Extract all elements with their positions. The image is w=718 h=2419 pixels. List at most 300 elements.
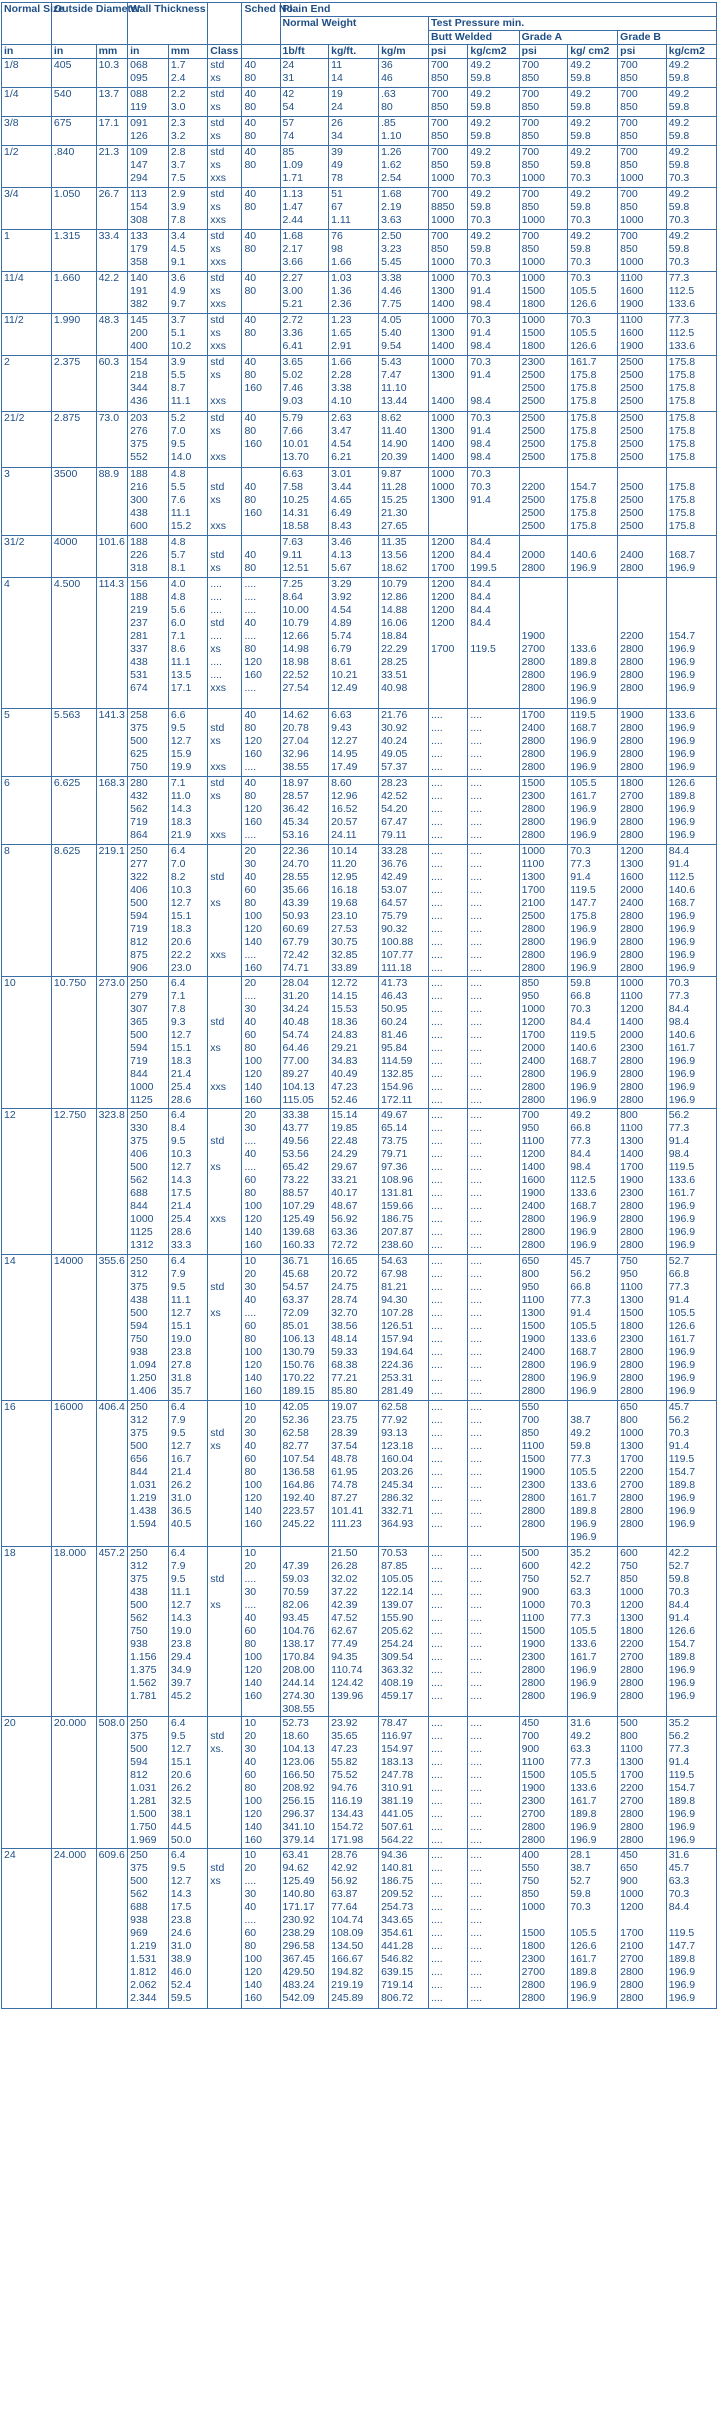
table-cell: 2500 2500 2500 2500 [519, 412, 568, 468]
table-cell: 1000 1300 1400 [428, 272, 467, 314]
table-cell: 114.3 [96, 578, 128, 709]
table-cell: .85 1.10 [379, 117, 429, 146]
table-cell: 56.2 77.3 91.4 98.4 119.5 133.6 161.7 196.9 196.9 196.9 196.9 [666, 1109, 716, 1255]
table-cell: 3/4 [2, 188, 52, 230]
header-nominal-size: Normal Size [2, 3, 52, 45]
table-cell: 49.2 59.8 [666, 59, 716, 88]
table-cell: 7.63 9.11 12.51 [280, 536, 329, 578]
table-cell: 48.3 [96, 314, 128, 356]
table-cell: 6.4 8.4 9.5 10.3 12.7 14.3 17.5 21.4 25.4 28.6 33.3 [168, 1109, 207, 1255]
table-cell: 700 850 1000 [519, 146, 568, 188]
table-cell: 16000 [51, 1401, 96, 1547]
table-cell: 12.750 [51, 1109, 96, 1255]
table-cell: 700 850 [618, 117, 667, 146]
table-cell: 31.6 45.7 63.3 70.3 84.4 119.5 147.7 189.8 196.9 196.9 196.9 [666, 1849, 716, 2009]
table-cell: 250 375 500 562 688 938 969 1.219 1.531 1.812 2.062 2.344 [128, 1849, 169, 2009]
table-cell: 700 850 1000 [519, 230, 568, 272]
table-cell: 11/4 [2, 272, 52, 314]
table-cell: 1.23 1.65 2.91 [329, 314, 379, 356]
header-row-1 [2, 3, 717, 17]
table-cell: 54.63 67.98 81.21 94.30 107.28 126.51 157.94 194.64 224.36 253.31 281.49 [379, 1255, 429, 1401]
table-cell: 40 80 120 160 .... [242, 777, 280, 845]
table-row [2, 117, 717, 146]
table-cell: .... .... .... .... .... .... .... .... .... .... [468, 977, 519, 1109]
table-cell: 19.07 23.75 28.39 37.54 48.78 61.95 74.78 87.27 101.41 111.23 [329, 1401, 379, 1547]
unit-cell: in [128, 45, 169, 59]
table-cell: 700 850 1000 [618, 230, 667, 272]
table-row [2, 1255, 717, 1401]
table-cell: .... .... .... .... .... .... .... .... .... .... .... .... [468, 1849, 519, 2009]
unit-cell [242, 45, 280, 59]
table-cell: 6.4 7.1 7.8 9.3 12.7 15.1 18.3 21.4 25.4 28.6 [168, 977, 207, 1109]
table-cell: 2.8 3.7 7.5 [168, 146, 207, 188]
table-cell: 42.05 52.36 62.58 82.77 107.54 136.58 164.86 192.40 223.57 245.22 [280, 1401, 329, 1547]
table-cell: 36 46 [379, 59, 429, 88]
table-cell: 70.3 105.5 126.6 [568, 314, 618, 356]
unit-cell: kg/m [379, 45, 429, 59]
table-cell: 5 [2, 709, 52, 777]
table-cell: 1.660 [51, 272, 96, 314]
table-cell: 70.3 91.4 98.4 [468, 356, 519, 412]
table-cell: .840 [51, 146, 96, 188]
table-cell: 40 80 160 [242, 412, 280, 468]
table-cell: 6.63 7.58 10.25 14.31 18.58 [280, 468, 329, 536]
table-cell: 650 800 1000 1300 1700 2200 2700 2800 2800 2800 [618, 1401, 667, 1547]
unit-cell: Class [208, 45, 242, 59]
table-cell: 42 54 [280, 88, 329, 117]
table-cell: 6.63 9.43 12.27 14.95 17.49 [329, 709, 379, 777]
table-cell: 450 650 900 1000 1200 1700 2100 2700 2800 2800 2800 [618, 1849, 667, 2009]
table-cell: 250 312 375 438 500 594 750 938 1.094 1.250 1.406 [128, 1255, 169, 1401]
table-cell: 17.1 [96, 117, 128, 146]
table-cell: 1/2 [2, 146, 52, 188]
table-cell: 140 191 382 [128, 272, 169, 314]
table-cell: 1.7 2.4 [168, 59, 207, 88]
table-cell: 40 80 [242, 230, 280, 272]
table-cell: 154.7 175.8 175.8 175.8 [568, 468, 618, 536]
table-cell: 23.92 35.65 47.23 55.82 75.52 94.76 116.19 134.43 154.72 171.98 [329, 1717, 379, 1849]
table-cell: 33.38 43.77 49.56 53.56 65.42 73.22 88.57 107.29 125.49 139.68 160.33 [280, 1109, 329, 1255]
table-cell: 2200 2800 2800 2800 2800 [618, 578, 667, 709]
table-cell: 2 [2, 356, 52, 412]
table-cell: 14 [2, 1255, 52, 1401]
table-cell: 6.4 9.5 12.7 15.1 20.6 26.2 32.5 38.1 44.5 50.0 [168, 1717, 207, 1849]
table-row [2, 314, 717, 356]
table-cell: 088 119 [128, 88, 169, 117]
unit-cell: kg/ cm2 [568, 45, 618, 59]
table-row [2, 709, 717, 777]
table-cell: .... .... .... .... .... [428, 777, 467, 845]
table-cell: 10 20 30 40 .... 60 80 100 120 140 160 [242, 1255, 280, 1401]
table-cell: 1000 1500 1800 [519, 272, 568, 314]
table-cell: 700 8850 1000 [428, 188, 467, 230]
table-row [2, 1109, 717, 1255]
table-cell: 40 80 120 160 .... [242, 709, 280, 777]
table-cell: 2000 2800 [519, 536, 568, 578]
table-cell: 1000 1300 1400 1400 [428, 412, 467, 468]
table-cell: 49.2 59.8 70.3 [666, 230, 716, 272]
table-cell: 406.4 [96, 1401, 128, 1547]
table-cell: 28.1 38.7 52.7 59.8 70.3 105.5 126.6 161.7 189.8 196.9 196.9 [568, 1849, 618, 2009]
table-cell: std xs [208, 1255, 242, 1401]
table-cell: 10 [2, 977, 52, 1109]
table-cell: 11/2 [2, 314, 52, 356]
table-row [2, 1717, 717, 1849]
table-cell: 51 67 1.11 [329, 188, 379, 230]
table-cell: 7.1 11.0 14.3 18.3 21.9 [168, 777, 207, 845]
table-cell: 700 850 [519, 117, 568, 146]
table-cell: 700 850 [519, 59, 568, 88]
table-cell: 5.2 7.0 9.5 14.0 [168, 412, 207, 468]
table-cell: 323.8 [96, 1109, 128, 1255]
table-cell: 6.4 7.9 9.5 11.1 12.7 14.3 19.0 23.8 29.4 34.9 39.7 45.2 [168, 1547, 207, 1717]
table-cell: .... .... .... .... .... .... .... .... .... .... [428, 1717, 467, 1849]
table-cell: .... .... .... .... .... .... .... .... .... .... .... [468, 1109, 519, 1255]
table-cell: 175.8 175.8 175.8 175.8 [666, 468, 716, 536]
table-cell: 49.2 59.8 70.3 [666, 146, 716, 188]
table-cell: 250 312 375 500 656 844 1.031 1.219 1.438 1.594 [128, 1401, 169, 1547]
table-cell: 609.6 [96, 1849, 128, 2009]
table-cell: .... .... .... .... .... .... .... .... .... .... [468, 1401, 519, 1547]
table-cell: 2.50 3.23 5.45 [379, 230, 429, 272]
table-cell: 20.000 [51, 1717, 96, 1849]
unit-cell: psi [519, 45, 568, 59]
table-cell: .... .... .... .... .... .... .... .... .... .... [428, 977, 467, 1109]
table-cell: 19 24 [329, 88, 379, 117]
table-cell: 2.72 3.36 6.41 [280, 314, 329, 356]
table-cell: 77.3 112.5 133.6 [666, 314, 716, 356]
table-cell: 77.3 112.5 133.6 [666, 272, 716, 314]
table-cell: 1.26 1.62 2.54 [379, 146, 429, 188]
table-cell: 540 [51, 88, 96, 117]
table-cell: 250 330 375 406 500 562 688 844 1000 1125 1312 [128, 1109, 169, 1255]
table-cell: 10.14 11.20 12.95 16.18 19.68 23.10 27.53 30.75 32.85 33.89 [329, 845, 379, 977]
table-cell: 49.2 59.8 [468, 88, 519, 117]
table-cell: 40 80 [242, 188, 280, 230]
table-cell: 40 80 [242, 59, 280, 88]
table-cell: std xs xxs [208, 1109, 242, 1255]
table-cell: 70.3 77.3 91.4 119.5 147.7 175.8 196.9 196.9 196.9 196.9 [568, 845, 618, 977]
table-cell: 700 850 [428, 59, 467, 88]
table-cell: 2.27 3.00 5.21 [280, 272, 329, 314]
table-cell: 21/2 [2, 412, 52, 468]
table-cell: 145 200 400 [128, 314, 169, 356]
table-cell: 49.2 59.8 [468, 59, 519, 88]
table-cell: 28.76 42.92 56.92 63.87 77.64 104.74 108.09 134.50 166.67 194.82 219.19 245.89 [329, 1849, 379, 2009]
table-row [2, 146, 717, 188]
table-cell: 4.0 4.8 5.6 6.0 7.1 8.6 11.1 13.5 17.1 [168, 578, 207, 709]
table-row [2, 536, 717, 578]
table-cell: 49.2 59.8 70.3 [666, 188, 716, 230]
table-cell: 11 14 [329, 59, 379, 88]
table-cell: 20 30 40 60 80 100 120 140 .... 160 [242, 845, 280, 977]
table-cell: 10 20 .... 30 40 .... 60 80 100 120 140 160 [242, 1849, 280, 2009]
table-cell: 3.4 4.5 9.1 [168, 230, 207, 272]
table-cell: 156 188 219 237 281 337 438 531 674 [128, 578, 169, 709]
table-cell: 94.36 140.81 186.75 209.52 254.73 343.65 354.61 441.28 546.82 639.15 719.14 806.72 [379, 1849, 429, 2009]
table-cell: 40 80 [242, 146, 280, 188]
header-outside-diameter: Outside Diameter [51, 3, 127, 45]
table-cell: 6.6 9.5 12.7 15.9 19.9 [168, 709, 207, 777]
table-cell: 40 80 [242, 314, 280, 356]
table-cell: 1000 1300 1400 [428, 314, 467, 356]
table-cell: 3.38 4.46 7.75 [379, 272, 429, 314]
table-cell: 33.4 [96, 230, 128, 272]
table-cell: 31/2 [2, 536, 52, 578]
table-cell: 60.3 [96, 356, 128, 412]
table-cell: 4.05 5.40 9.54 [379, 314, 429, 356]
table-cell: 10.3 [96, 59, 128, 88]
table-cell: 1.990 [51, 314, 96, 356]
table-cell: 49.2 59.8 70.3 [568, 230, 618, 272]
table-cell: 2500 2500 2500 2500 [618, 468, 667, 536]
table-cell: 250 375 500 594 812 1.031 1.281 1.500 1.750 1.969 [128, 1717, 169, 1849]
units-row [2, 45, 717, 59]
table-cell: 49.2 59.8 70.3 [568, 146, 618, 188]
table-cell: std xs xxs [208, 777, 242, 845]
table-cell: 1.03 1.36 2.36 [329, 272, 379, 314]
table-cell: 1900 2700 2800 2800 2800 [519, 578, 568, 709]
table-cell: 21.76 30.92 40.24 49.05 57.37 [379, 709, 429, 777]
table-cell: 4.8 5.7 8.1 [168, 536, 207, 578]
table-cell: 6.4 7.9 9.5 11.1 12.7 15.1 19.0 23.8 27.8 31.8 35.7 [168, 1255, 207, 1401]
table-cell: 6.4 7.0 8.2 10.3 12.7 15.1 18.3 20.6 22.2 23.0 [168, 845, 207, 977]
header-test-pressure: Test Pressure min. [428, 17, 716, 31]
table-cell: 76 98 1.66 [329, 230, 379, 272]
table-cell: std xs xxs [208, 272, 242, 314]
table-row [2, 412, 717, 468]
table-cell: 168.7 196.9 [666, 536, 716, 578]
table-cell: 40 80 160 [242, 468, 280, 536]
table-cell: 168.3 [96, 777, 128, 845]
table-cell: 105.5 161.7 196.9 196.9 196.9 [568, 777, 618, 845]
header-grade-a: Grade A [519, 31, 618, 45]
table-cell: 28.04 31.20 34.24 40.48 54.74 64.46 77.00 89.27 104.13 115.05 [280, 977, 329, 1109]
table-cell: 84.4 84.4 84.4 84.4 119.5 [468, 578, 519, 709]
table-cell: 133.6 196.9 196.9 196.9 196.9 [666, 709, 716, 777]
table-cell: 500 600 750 900 1000 1100 1500 1900 2300 2800 2800 2800 [519, 1547, 568, 1717]
table-cell: 70.3 70.3 91.4 [468, 468, 519, 536]
table-cell: 10 20 30 40 60 80 100 120 140 160 [242, 1717, 280, 1849]
table-cell: 405 [51, 59, 96, 88]
table-cell: 49.2 59.8 [568, 88, 618, 117]
unit-cell: in [2, 45, 52, 59]
table-cell: 1.68 2.19 3.63 [379, 188, 429, 230]
table-cell: 1000 1100 1300 1700 2100 2500 2800 2800 2800 2800 [519, 845, 568, 977]
table-cell: 2.9 3.9 7.8 [168, 188, 207, 230]
table-cell: 70.3 91.4 98.4 98.4 [468, 412, 519, 468]
table-cell: std xs [208, 536, 242, 578]
table-cell: 2500 2500 2500 2500 [618, 356, 667, 412]
table-cell: std xs [208, 1547, 242, 1717]
table-cell: 4000 [51, 536, 96, 578]
table-cell: 10 20 30 40 60 80 100 120 140 160 [242, 1401, 280, 1547]
table-cell: 700 850 1000 [519, 188, 568, 230]
table-cell: 39 49 78 [329, 146, 379, 188]
unit-cell: mm [168, 45, 207, 59]
table-cell: 3/8 [2, 117, 52, 146]
unit-cell: psi [428, 45, 467, 59]
table-cell: 700 850 [428, 117, 467, 146]
table-cell: 1/4 [2, 88, 52, 117]
table-cell: std xs [208, 117, 242, 146]
table-cell: 15.14 19.85 22.48 24.29 29.67 33.21 40.17 48.67 56.92 63.36 72.72 [329, 1109, 379, 1255]
table-row [2, 272, 717, 314]
table-row [2, 977, 717, 1109]
table-cell: 40 80 [242, 272, 280, 314]
table-cell: 24.000 [51, 1849, 96, 2009]
table-cell: 8.625 [51, 845, 96, 977]
table-cell: 42.2 [96, 272, 128, 314]
table-cell: 14.62 20.78 27.04 32.96 38.55 [280, 709, 329, 777]
table-cell: 8.62 11.40 14.90 20.39 [379, 412, 429, 468]
table-cell: 52.73 18.60 104.13 123.06 166.50 208.92 256.15 296.37 341.10 379.14 [280, 1717, 329, 1849]
unit-cell: 1b/ft [280, 45, 329, 59]
table-cell: 88.9 [96, 468, 128, 536]
table-cell: 3.9 5.5 8.7 11.1 [168, 356, 207, 412]
table-cell: 091 126 [128, 117, 169, 146]
header-normal-weight: Normal Weight [280, 17, 428, 45]
table-cell: 12 [2, 1109, 52, 1255]
table-cell: 3.29 3.92 4.54 4.89 5.74 6.79 8.61 10.21 12.49 [329, 578, 379, 709]
table-cell: 1 [2, 230, 52, 272]
table-cell: 258 375 500 625 750 [128, 709, 169, 777]
table-cell: .... .... .... .... .... .... .... .... .... .... [468, 845, 519, 977]
table-cell: 24 31 [280, 59, 329, 88]
table-cell: .... .... .... .... .... .... .... .... .... .... [428, 1401, 467, 1547]
table-cell: 10.750 [51, 977, 96, 1109]
table-cell: 1500 2300 2800 2800 2800 [519, 777, 568, 845]
table-cell: std xs xxs [208, 845, 242, 977]
table-cell: .... .... .... .... .... [468, 709, 519, 777]
table-cell: 068 095 [128, 59, 169, 88]
table-cell: 24 [2, 1849, 52, 2009]
table-row [2, 845, 717, 977]
table-cell: 18.000 [51, 1547, 96, 1717]
table-cell: 45.7 56.2 66.8 77.3 91.4 105.5 133.6 168.7 196.9 196.9 196.9 [568, 1255, 618, 1401]
table-cell: std xs [208, 88, 242, 117]
table-cell: 8 [2, 845, 52, 977]
table-cell: 73.0 [96, 412, 128, 468]
table-cell: 9.87 11.28 15.25 21.30 27.65 [379, 468, 429, 536]
table-cell: 250 312 375 438 500 562 750 938 1.156 1.375 1.562 1.781 [128, 1547, 169, 1717]
table-cell: 101.6 [96, 536, 128, 578]
unit-cell: kg/cm2 [468, 45, 519, 59]
table-cell: 126.6 189.8 196.9 196.9 196.9 [666, 777, 716, 845]
table-cell: 2300 2500 2500 2500 [519, 356, 568, 412]
table-cell: 700 850 1000 [428, 230, 467, 272]
table-row [2, 468, 717, 536]
table-cell: 219.1 [96, 845, 128, 977]
table-row [2, 777, 717, 845]
table-cell: 700 850 [618, 59, 667, 88]
header-butt-welded: Butt Welded [428, 31, 519, 45]
table-cell: 49.2 59.8 70.3 [568, 188, 618, 230]
table-cell: 550 700 850 1100 1500 1900 2300 2800 2800 2800 [519, 1401, 568, 1547]
header-plain-end: Plain End [280, 3, 716, 17]
table-cell: 16.65 20.72 24.75 28.74 32.70 38.56 48.14 59.33 68.38 77.21 85.80 [329, 1255, 379, 1401]
table-cell: 3.46 4.13 5.67 [329, 536, 379, 578]
table-cell: 49.2 59.8 [568, 117, 618, 146]
table-cell: 62.58 77.92 93.13 123.18 160.04 203.26 245.34 286.32 332.71 364.93 [379, 1401, 429, 1547]
table-cell: 5.563 [51, 709, 96, 777]
table-cell: 109 147 294 [128, 146, 169, 188]
table-cell: 40 80 [242, 536, 280, 578]
table-cell: 84.4 91.4 112.5 140.6 168.7 196.9 196.9 196.9 196.9 196.9 [666, 845, 716, 977]
table-cell: 3 [2, 468, 52, 536]
table-row [2, 356, 717, 412]
table-cell: 650 800 950 1100 1300 1500 1900 2400 2800 2800 2800 [519, 1255, 568, 1401]
table-cell: 10.79 12.86 14.88 16.06 18.84 22.29 28.25 33.51 40.98 [379, 578, 429, 709]
table-row [2, 578, 717, 709]
table-cell: 16 [2, 1401, 52, 1547]
unit-cell: psi [618, 45, 667, 59]
table-cell: .... .... .... .... .... .... .... .... .... .... .... [428, 1255, 467, 1401]
table-cell: 457.2 [96, 1547, 128, 1717]
table-cell: .63 80 [379, 88, 429, 117]
table-cell: 14000 [51, 1255, 96, 1401]
table-row [2, 88, 717, 117]
table-cell: 675 [51, 117, 96, 146]
table-cell: 40 80 160 [242, 356, 280, 412]
table-cell: 4.8 5.5 7.6 11.1 15.2 [168, 468, 207, 536]
table-row [2, 1547, 717, 1717]
table-row [2, 1849, 717, 2009]
table-row [2, 188, 717, 230]
table-cell: 36.71 45.68 54.57 63.37 72.09 85.01 106.13 130.79 150.76 170.22 189.15 [280, 1255, 329, 1401]
table-cell: 1100 1600 1900 [618, 314, 667, 356]
table-cell: 49.2 66.8 77.3 84.4 98.4 112.5 133.6 168.7 196.9 196.9 196.9 [568, 1109, 618, 1255]
table-cell: 40 80 [242, 88, 280, 117]
table-cell: 175.8 175.8 175.8 175.8 [568, 412, 618, 468]
table-cell: 10 20 .... 30 .... 40 60 80 100 120 140 160 [242, 1547, 280, 1717]
table-cell: std xs xxs [208, 146, 242, 188]
table-cell: 2.63 3.47 4.54 6.21 [329, 412, 379, 468]
table-cell: 273.0 [96, 977, 128, 1109]
table-cell: 70.3 105.5 126.6 [568, 272, 618, 314]
table-cell: 7.25 8.64 10.00 10.79 12.66 14.98 18.98 22.52 27.54 [280, 578, 329, 709]
table-cell: 49.2 59.8 [666, 117, 716, 146]
header-sched-no: Sched No. [242, 3, 280, 45]
table-cell: 3.01 3.44 4.65 6.49 8.43 [329, 468, 379, 536]
table-cell: 41.73 46.43 50.95 60.24 81.46 95.84 114.59 132.85 154.96 172.11 [379, 977, 429, 1109]
table-cell: 70.53 87.85 105.05 122.14 139.07 155.90 205.62 254.24 309.54 363.32 408.19 459.17 [379, 1547, 429, 1717]
table-cell: std xs xxs [208, 977, 242, 1109]
table-cell: .... .... .... .... .... .... .... .... .... .... .... [428, 1109, 467, 1255]
table-cell: std xs xxs [208, 709, 242, 777]
table-cell: 78.47 116.97 154.97 183.13 247.78 310.91 381.19 441.05 507.61 564.22 [379, 1717, 429, 1849]
table-cell: 3.65 5.02 7.46 9.03 [280, 356, 329, 412]
table-cell: 63.41 94.62 125.49 140.80 171.17 230.92 238.29 296.58 367.45 429.50 483.24 542.09 [280, 1849, 329, 2009]
table-cell: 49.2 59.8 70.3 [468, 146, 519, 188]
unit-cell: mm [96, 45, 128, 59]
table-cell: 21.50 26.28 32.02 37.22 42.39 47.52 62.67 77.49 94.35 110.74 124.42 139.96 [329, 1547, 379, 1717]
table-cell: 400 550 750 850 1000 1500 1800 2300 2700 2800 2800 [519, 1849, 568, 2009]
table-cell: 2.2 3.0 [168, 88, 207, 117]
pipe-specification-table [1, 2, 717, 2009]
header-wall-thickness: Wall Thickness [128, 3, 208, 45]
table-cell: 1/8 [2, 59, 52, 88]
table-cell: 33.28 36.76 42.49 53.07 64.57 75.79 90.32 100.88 107.77 111.18 [379, 845, 429, 977]
table-cell: 35.2 42.2 52.7 63.3 70.3 77.3 105.5 133.6 161.7 196.9 196.9 196.9 [568, 1547, 618, 1717]
table-cell: .... .... .... .... .... [428, 709, 467, 777]
table-cell: 59.8 66.8 70.3 84.4 119.5 140.6 168.7 196.9 196.9 196.9 [568, 977, 618, 1109]
table-cell: 3.7 5.1 10.2 [168, 314, 207, 356]
table-cell: 26.7 [96, 188, 128, 230]
table-cell: 450 700 900 1100 1500 1900 2300 2700 2800 2800 [519, 1717, 568, 1849]
table-cell: 6.625 [51, 777, 96, 845]
table-cell: std xs xxs [208, 412, 242, 468]
